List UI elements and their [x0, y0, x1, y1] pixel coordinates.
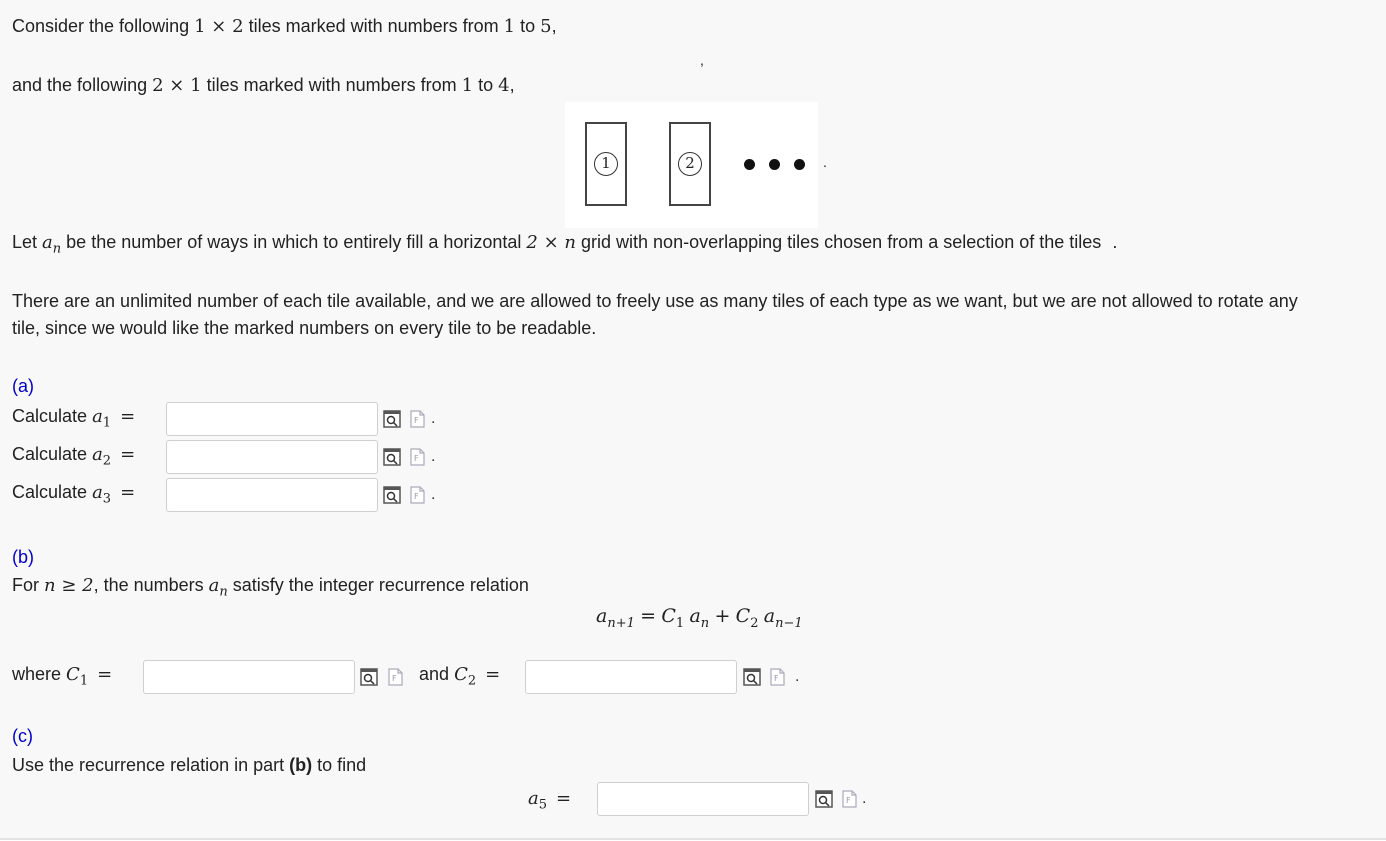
preview-icon[interactable]	[743, 668, 761, 686]
number-to: 5	[540, 16, 552, 37]
equals: =	[120, 406, 136, 427]
var-a: a	[528, 788, 539, 809]
svg-text:F: F	[774, 674, 779, 683]
var-sub: 1	[102, 415, 112, 431]
answer-a1-input[interactable]	[166, 402, 378, 436]
equals: =	[485, 664, 501, 685]
a5-label	[528, 788, 571, 813]
ellipsis-dot	[769, 159, 780, 170]
answer-a5-input[interactable]	[597, 782, 809, 816]
intro-line-1	[12, 16, 557, 37]
c-text-bold: (b)	[289, 755, 313, 775]
var-sub: 2	[102, 453, 112, 469]
condition: n ≥ 2	[44, 575, 94, 596]
rules-line-1: There are an unlimited number of each tile available, and we are allowed to freely use as many tiles of each type as we want, but we are not allowed to rotate any	[12, 291, 1298, 311]
var-a: a	[92, 444, 103, 465]
part-a-row-1-label	[12, 406, 135, 431]
stray-comma: ,	[700, 52, 704, 68]
tile-dim-1x2: 1 × 2	[194, 16, 244, 37]
var-sub: 5	[538, 797, 548, 813]
intro-text: to	[478, 75, 494, 95]
equals: =	[640, 605, 657, 627]
intro-text: be the number of ways in which to entirely fill a horizontal	[66, 232, 522, 252]
intro-punct: ,	[509, 75, 515, 95]
number-to: 4	[498, 75, 510, 96]
var-a: a	[208, 575, 220, 596]
tile-dim-2x1: 2 × 1	[152, 75, 202, 96]
intro-text: grid with non-overlapping tiles chosen from a selection of the tiles	[581, 232, 1102, 252]
format-help-icon[interactable]	[408, 448, 426, 466]
tiles-2x1-figure	[565, 102, 827, 228]
c-text: Use the recurrence relation in part	[12, 755, 285, 775]
format-help-icon[interactable]	[768, 668, 786, 686]
answer-period: .	[862, 790, 867, 807]
calc-label: Calculate	[12, 444, 88, 464]
b-text: satisfy the integer recurrence relation	[232, 575, 529, 595]
part-a-row-2-label	[12, 444, 135, 469]
var-a: a	[92, 406, 103, 427]
format-help-icon[interactable]	[386, 668, 404, 686]
svg-text:F: F	[392, 674, 397, 683]
var-a: a	[596, 605, 608, 627]
part-b-label: (b)	[12, 547, 34, 567]
preview-icon[interactable]	[815, 790, 833, 808]
intro-text: Consider the following	[12, 16, 190, 36]
answer-period: .	[431, 410, 436, 427]
intro-punct: ,	[551, 16, 557, 36]
c-text: to find	[317, 755, 367, 775]
number-from: 1	[461, 75, 474, 96]
part-c-label: (c)	[12, 726, 33, 746]
var-sub: n−1	[775, 615, 803, 631]
intro-text: to	[520, 16, 536, 36]
intro-line-2	[12, 75, 515, 96]
answer-a2-input[interactable]	[166, 440, 378, 474]
b-text: For	[12, 575, 39, 595]
intro-text: tiles marked with numbers from	[248, 16, 499, 36]
b-text: where	[12, 664, 62, 684]
b-text: and	[419, 664, 450, 684]
ellipsis-dot	[794, 159, 805, 170]
intro-text: and the following	[12, 75, 148, 95]
svg-text:F: F	[846, 796, 851, 805]
var-sub: n+1	[607, 615, 635, 631]
var-c: C	[66, 664, 80, 685]
var-sub: 1	[675, 615, 685, 631]
equals: =	[97, 664, 113, 685]
tile-number: 1	[594, 152, 618, 176]
ellipsis-dot	[744, 159, 755, 170]
svg-text:F: F	[414, 416, 419, 425]
calc-label: Calculate	[12, 482, 88, 502]
answer-period: .	[431, 486, 436, 503]
part-a-label: (a)	[12, 376, 34, 396]
var-sub: 2	[750, 615, 759, 631]
equals: =	[556, 788, 572, 809]
c1-label	[12, 664, 112, 689]
var-sub: 3	[102, 491, 112, 507]
answer-c1-input[interactable]	[143, 660, 355, 694]
format-help-icon[interactable]	[840, 790, 858, 808]
figure-period: .	[823, 154, 827, 170]
plus: +	[714, 605, 731, 627]
grid-dim: 2 × n	[526, 232, 576, 253]
var-c: C	[735, 605, 751, 627]
var-a: a	[763, 605, 776, 627]
svg-text:F: F	[414, 492, 419, 501]
rules-line-2: tile, since we would like the marked numbers on every tile to be readable.	[12, 318, 597, 338]
c2-label	[419, 664, 500, 689]
answer-a3-input[interactable]	[166, 478, 378, 512]
part-a-row-3-label	[12, 482, 135, 507]
calc-label: Calculate	[12, 406, 88, 426]
part-c-text	[12, 755, 366, 776]
definition-line	[12, 232, 1117, 257]
var-sub: n	[700, 615, 710, 631]
var-sub: n	[52, 241, 62, 257]
answer-c2-input[interactable]	[525, 660, 737, 694]
number-from: 1	[503, 16, 516, 37]
svg-text:F: F	[414, 454, 419, 463]
tile-2x1-1	[585, 122, 627, 206]
format-help-icon[interactable]	[408, 410, 426, 428]
var-a: a	[42, 232, 53, 253]
equals: =	[120, 482, 136, 503]
tile-2x1-2	[669, 122, 711, 206]
preview-icon[interactable]	[383, 486, 401, 504]
var-sub: n	[219, 584, 228, 600]
var-sub: 2	[467, 673, 477, 689]
var-sub: 1	[79, 673, 89, 689]
var-a: a	[689, 605, 701, 627]
preview-icon[interactable]	[383, 410, 401, 428]
preview-icon[interactable]	[360, 668, 378, 686]
tile-number: 2	[678, 152, 702, 176]
b-text: , the numbers	[93, 575, 204, 595]
var-c: C	[454, 664, 468, 685]
intro-punct: .	[1112, 232, 1118, 252]
var-a: a	[92, 482, 103, 503]
answer-period: .	[431, 448, 436, 465]
preview-icon[interactable]	[383, 448, 401, 466]
format-help-icon[interactable]	[408, 486, 426, 504]
intro-text: tiles marked with numbers from	[206, 75, 457, 95]
answer-period: .	[795, 668, 800, 685]
recurrence-relation	[596, 605, 803, 631]
var-c: C	[661, 605, 676, 627]
part-b-text	[12, 575, 529, 600]
intro-text: Let	[12, 232, 38, 252]
equals: =	[120, 444, 136, 465]
